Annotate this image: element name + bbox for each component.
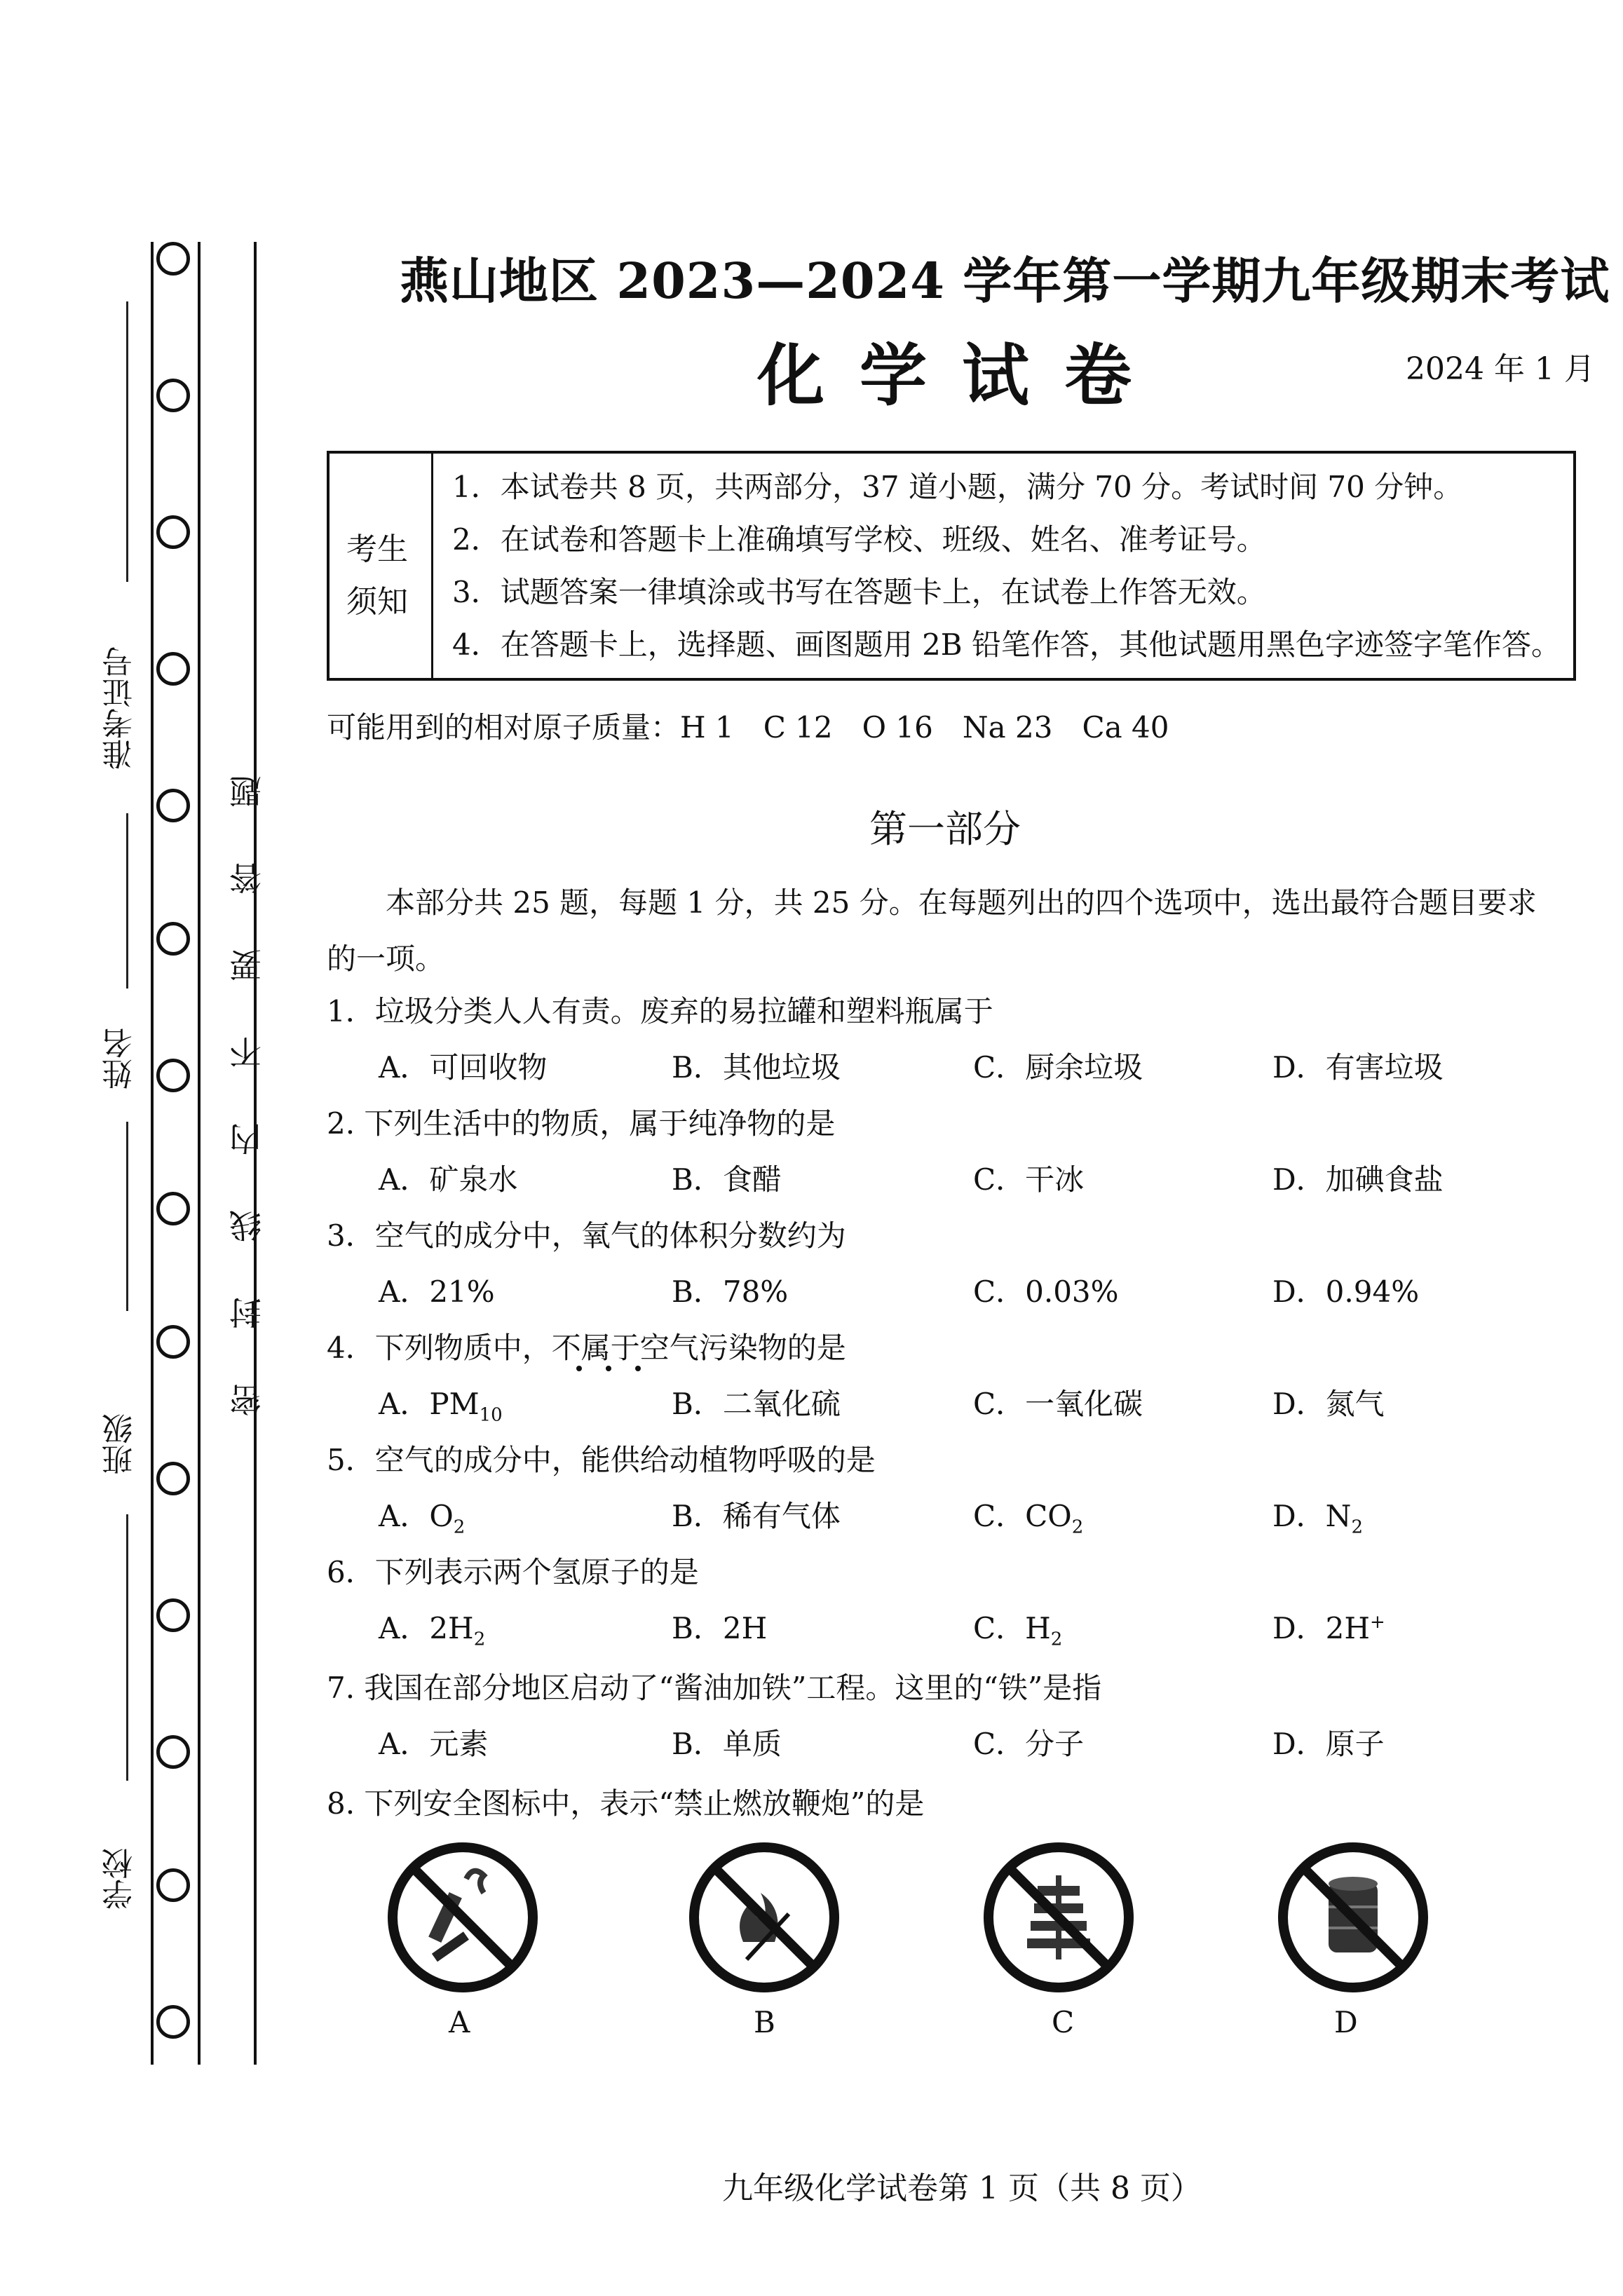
sign-label-b: B bbox=[754, 2005, 775, 2039]
school-label: 学校 bbox=[102, 1848, 138, 1910]
option-c[interactable]: C．一氧化碳 bbox=[973, 1387, 1143, 1421]
option-c[interactable]: C．厨余垃圾 bbox=[973, 1050, 1143, 1085]
binding-hole bbox=[156, 1735, 190, 1769]
option-a[interactable]: A．矿泉水 bbox=[379, 1162, 518, 1197]
option-b[interactable]: B．二氧化硫 bbox=[672, 1387, 841, 1421]
emphasis-dot bbox=[635, 1366, 641, 1371]
sign-label-a: A bbox=[449, 2005, 470, 2039]
subject-title: 化学试卷 bbox=[757, 336, 1167, 415]
binding-line-middle bbox=[198, 242, 201, 2065]
subscript: 2 bbox=[1050, 1629, 1063, 1650]
subscript: 10 bbox=[479, 1404, 503, 1426]
page-footer: 九年级化学试卷第 1 页（共 8 页） bbox=[722, 2171, 1202, 2206]
binding-hole bbox=[156, 1192, 190, 1225]
option-d-text: D．N bbox=[1272, 1499, 1352, 1533]
binding-hole bbox=[156, 242, 190, 276]
question-7-stem: 7. 我国在部分地区启动了“酱油加铁”工程。这里的“铁”是指 bbox=[327, 1671, 1102, 1705]
notice-item: 3．试题答案一律填涂或书写在答题卡上，在试卷上作答无效。 bbox=[452, 575, 1266, 609]
option-c-text: C．H bbox=[973, 1611, 1051, 1645]
notice-item: 2．在试卷和答题卡上准确填写学校、班级、姓名、准考证号。 bbox=[452, 522, 1266, 557]
option-d[interactable] bbox=[1272, 1493, 1363, 1537]
option-b[interactable]: B．其他垃圾 bbox=[672, 1050, 841, 1085]
option-c[interactable] bbox=[973, 1493, 1083, 1537]
binding-hole bbox=[156, 652, 190, 686]
question-5-stem: 5．空气的成分中，能供给动植物呼吸的是 bbox=[327, 1443, 876, 1477]
option-c[interactable]: C．干冰 bbox=[973, 1162, 1085, 1197]
class-line[interactable] bbox=[126, 1514, 128, 1781]
binding-hole bbox=[156, 1598, 190, 1632]
option-d[interactable] bbox=[1272, 1605, 1385, 1648]
subscript: 2 bbox=[1351, 1516, 1363, 1538]
option-b[interactable]: B．2H bbox=[672, 1611, 768, 1645]
binding-hole bbox=[156, 1325, 190, 1359]
part-intro-cont: 的一项。 bbox=[327, 942, 445, 976]
binding-hole bbox=[156, 922, 190, 956]
option-b[interactable]: B．单质 bbox=[672, 1727, 782, 1761]
binding-hole bbox=[156, 2005, 190, 2039]
notice-item: 4．在答题卡上，选择题、画图题用 2B 铅笔作答，其他试题用黑色字迹签字笔作答。 bbox=[452, 627, 1561, 662]
subscript: 2 bbox=[473, 1629, 486, 1650]
exam-no-label: 准考证号 bbox=[102, 646, 138, 770]
binding-hole bbox=[156, 1868, 190, 1902]
option-a-text: A．2H bbox=[379, 1611, 474, 1645]
binding-hole bbox=[156, 379, 190, 412]
no-oil-drum-sign-icon[interactable] bbox=[1272, 1837, 1434, 1998]
class-label: 班级 bbox=[102, 1413, 138, 1475]
option-c[interactable] bbox=[973, 1605, 1062, 1650]
notice-header-line2: 须知 bbox=[346, 584, 408, 620]
notice-box bbox=[327, 451, 1576, 681]
question-4-stem: 4．下列物质中，不属于空气污染物的是 bbox=[327, 1331, 846, 1365]
option-a[interactable] bbox=[379, 1493, 465, 1537]
no-smoking-sign-icon[interactable] bbox=[382, 1837, 543, 1998]
sign-label-c: C bbox=[1052, 2005, 1075, 2039]
superscript: + bbox=[1370, 1612, 1385, 1633]
option-c[interactable]: C．分子 bbox=[973, 1727, 1085, 1761]
option-d[interactable]: D．原子 bbox=[1272, 1727, 1385, 1761]
subscript: 2 bbox=[1071, 1516, 1084, 1538]
emphasis-dot bbox=[576, 1366, 582, 1371]
no-open-flame-sign-icon[interactable] bbox=[684, 1837, 845, 1998]
option-c[interactable]: C．0.03% bbox=[973, 1275, 1119, 1309]
option-d[interactable]: D．有害垃圾 bbox=[1272, 1050, 1444, 1085]
part-intro: 本部分共 25 题，每题 1 分，共 25 分。在每题列出的四个选项中，选出最符合题目要求 bbox=[386, 885, 1537, 920]
option-b[interactable]: B．稀有气体 bbox=[672, 1499, 841, 1533]
option-d[interactable]: D．氮气 bbox=[1272, 1387, 1385, 1421]
binding-hole bbox=[156, 515, 190, 549]
exam-date: 2024 年 1 月 bbox=[1406, 351, 1595, 387]
option-a-text: A．O bbox=[379, 1499, 454, 1533]
question-8-stem: 8. 下列安全图标中，表示“禁止燃放鞭炮”的是 bbox=[327, 1786, 925, 1821]
exam-title: 燕山地区 2023—2024 学年第一学期九年级期末考试 bbox=[400, 252, 1610, 310]
subscript: 2 bbox=[453, 1516, 466, 1538]
binding-hole bbox=[156, 1059, 190, 1092]
question-1-stem: 1．垃圾分类人人有责。废弃的易拉罐和塑料瓶属于 bbox=[327, 994, 993, 1028]
name-line-lower[interactable] bbox=[126, 1122, 128, 1311]
notice-header-line1: 考生 bbox=[346, 531, 408, 567]
notice-header bbox=[330, 454, 433, 678]
part-title: 第一部分 bbox=[869, 807, 1021, 851]
binding-hole bbox=[156, 789, 190, 822]
question-6-stem: 6．下列表示两个氢原子的是 bbox=[327, 1555, 699, 1589]
binding-hole bbox=[156, 1462, 190, 1495]
option-a[interactable]: A．可回收物 bbox=[379, 1050, 548, 1085]
option-d[interactable]: D．加碘食盐 bbox=[1272, 1162, 1444, 1197]
notice-item: 1．本试卷共 8 页，共两部分，37 道小题，满分 70 分。考试时间 70 分钟。 bbox=[452, 470, 1463, 504]
option-a-text: A．PM bbox=[379, 1387, 480, 1421]
option-a[interactable] bbox=[379, 1381, 503, 1425]
binding-line-left bbox=[151, 242, 154, 2065]
no-firecrackers-sign-icon[interactable] bbox=[978, 1837, 1139, 1998]
option-c-text: C．CO bbox=[973, 1499, 1072, 1533]
seal-line-text: 密封线内不要答题 bbox=[229, 721, 266, 1416]
option-b[interactable]: B．78% bbox=[672, 1275, 789, 1309]
question-2-stem: 2. 下列生活中的物质，属于纯净物的是 bbox=[327, 1106, 836, 1141]
option-b[interactable]: B．食醋 bbox=[672, 1162, 782, 1197]
atomic-masses: 可能用到的相对原子质量：H 1 C 12 O 16 Na 23 Ca 40 bbox=[327, 710, 1169, 745]
exam-no-line[interactable] bbox=[126, 301, 128, 582]
sign-label-d: D bbox=[1334, 2005, 1358, 2039]
name-line[interactable] bbox=[126, 813, 128, 989]
option-d[interactable]: D．0.94% bbox=[1272, 1275, 1420, 1309]
option-a[interactable] bbox=[379, 1605, 485, 1650]
emphasis-dot bbox=[606, 1366, 611, 1371]
option-a[interactable]: A．元素 bbox=[379, 1727, 489, 1761]
option-a[interactable]: A．21% bbox=[379, 1275, 495, 1309]
option-d-text: D．2H bbox=[1272, 1611, 1371, 1645]
name-label: 姓名 bbox=[102, 1028, 138, 1089]
question-3-stem: 3．空气的成分中，氧气的体积分数约为 bbox=[327, 1218, 846, 1253]
